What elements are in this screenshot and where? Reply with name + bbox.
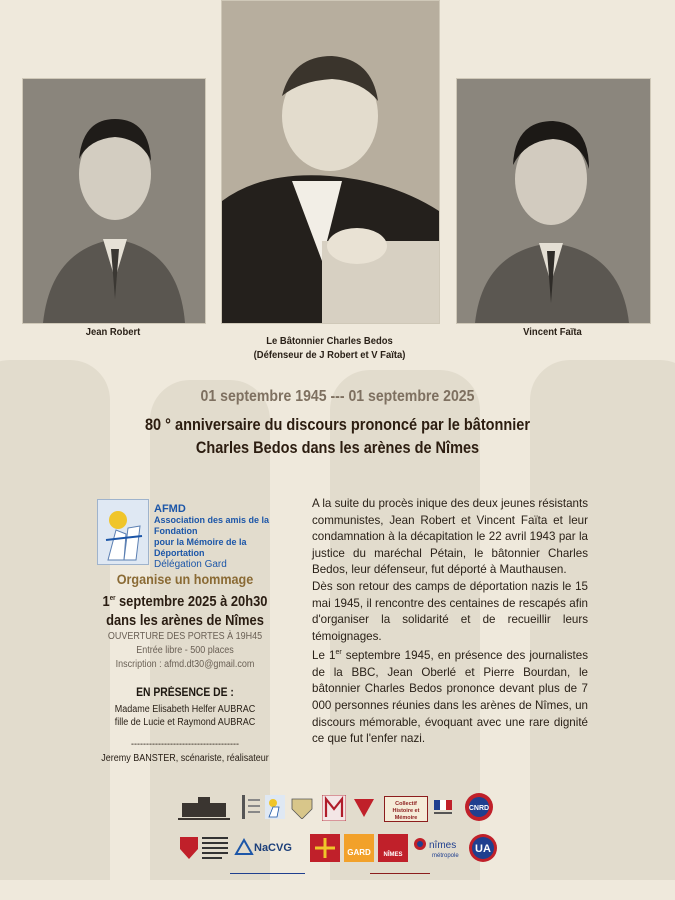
history-paragraph-3 <box>312 645 588 747</box>
anniversary-title <box>41 414 635 460</box>
logo-ua <box>468 833 498 863</box>
afmd-delegation: Délégation Gard <box>154 559 227 570</box>
afmd-name-line-1: Association des amis de la Fondation <box>154 515 270 536</box>
anniversary-dates: 01 septembre 1945 --- 01 septembre 2025 <box>200 388 475 405</box>
logo-fondation-memoire <box>240 793 262 821</box>
event-practical <box>91 630 280 672</box>
logo-resistance <box>290 797 314 819</box>
caption-charles-bedos <box>232 334 427 362</box>
para3-sup: er <box>335 649 342 657</box>
logo-collectif <box>384 796 428 822</box>
portrait-charles-bedos <box>221 0 440 324</box>
event-place: dans les arènes de Nîmes <box>106 612 264 629</box>
title-line-2: Charles Bedos dans les arènes de Nîmes <box>195 439 480 457</box>
portrait-image <box>23 79 205 323</box>
fndirp-icon <box>178 833 230 863</box>
building-icon <box>178 793 230 823</box>
caption-jean-robert: Jean Robert <box>85 326 141 338</box>
nacvg-logo <box>234 836 304 862</box>
m-letter-icon <box>322 795 346 821</box>
logo-fndirp <box>178 833 230 863</box>
logo-afmd-small <box>265 795 285 819</box>
cross-icon <box>310 834 340 862</box>
guest-banster: Jeremy BANSTER, scénariste, réalisateur <box>101 753 269 764</box>
cnrd-badge <box>464 792 494 822</box>
cnrd-label: CNRD <box>468 805 490 812</box>
portrait-image <box>457 79 650 323</box>
guest-aubrac-line-2: fille de Lucie et Raymond AUBRAC <box>114 717 256 728</box>
para3-start: Le 1 <box>312 649 336 663</box>
afmd-logo-icon <box>98 500 148 564</box>
history-paragraph-1: A la suite du procès inique des deux jeunes résistants communistes, Jean Robert et Vincent Faïta et leur condamnation à la décapitation le 22 avril 1943 par la justice du maréchal Pétain, le bâtonnier Charles Bedos, leur défenseur, fut déporté à Mauthausen. <box>312 497 588 577</box>
history-paragraph-2: Dès son retour des camps de déportation nazis le 15 mai 1945, il rencontre des centaines de rescapés afin d'organiser la solidarité et de recueillir leurs témoignages. <box>312 579 588 643</box>
guest-separator: ------------------------------------ <box>131 739 239 750</box>
flag-icon <box>432 796 456 820</box>
history-text <box>312 496 588 748</box>
event-date-sup: er <box>109 595 116 602</box>
caption-line-1: Le Bâtonnier Charles Bedos <box>266 335 393 347</box>
guest-aubrac-line-1: Madame Elisabeth Helfer AUBRAC <box>114 704 256 715</box>
nimes-city-label: NÎMES <box>383 852 403 858</box>
nimes-metropole-logo <box>412 834 470 862</box>
afmd-small-icon <box>265 795 285 819</box>
nimes-metro-label-2: métropole <box>432 853 459 859</box>
foundation-icon <box>240 793 262 821</box>
afmd-logo <box>97 499 149 565</box>
event-date-day: 1 <box>102 593 110 610</box>
shield-icon <box>290 797 314 819</box>
logo-nacvg <box>234 836 304 862</box>
logo-cnrd <box>464 792 494 822</box>
event-inscription: Inscription : afmd.dt30@gmail.com <box>115 659 255 670</box>
logo-triangle <box>352 797 376 819</box>
ua-label: UA <box>475 843 491 855</box>
para3-rest: septembre 1945, en présence des journalistes de la BBC, Jean Oberlé et Pierre Bourdan, le bâtonnier Charles Bedos prononce devant plus de 7 000 personnes réunies dans les arènes de Nîmes, un discours mémorable, évoquant avec une rare dignité ce que fut l'enfer nazi. <box>312 649 588 746</box>
presence-title: EN PRÉSENCE DE : <box>136 687 234 699</box>
divider-line <box>370 873 430 874</box>
portrait-image <box>222 1 439 323</box>
event-doors: OUVERTURE DES PORTES À 19H45 <box>107 631 263 642</box>
ua-badge <box>468 833 498 863</box>
event-date-rest: septembre 2025 à 20h30 <box>115 593 268 610</box>
afmd-identity <box>154 503 294 570</box>
caption-vincent-faita: Vincent Faïta <box>523 326 582 338</box>
portrait-vincent-faita <box>456 78 651 324</box>
event-organise: Organise un hommage <box>116 571 254 587</box>
triangle-icon <box>352 797 376 819</box>
nimes-metro-label-1: nîmes <box>429 840 457 851</box>
logo-musee-resistance <box>322 795 346 821</box>
event-date-place <box>95 589 276 630</box>
divider-line <box>230 873 305 874</box>
guest-aubrac <box>91 703 280 729</box>
afmd-name-line-2: pour la Mémoire de la Déportation <box>154 537 247 558</box>
caption-line-2: (Défenseur de J Robert et V Faïta) <box>253 349 406 361</box>
afmd-acronym: AFMD <box>154 503 186 515</box>
logo-nimes-ville <box>378 834 408 862</box>
title-line-1: 80 ° anniversaire du discours prononcé par le bâtonnier <box>144 416 531 434</box>
portrait-jean-robert <box>22 78 206 324</box>
event-date <box>95 589 276 611</box>
logo-republique <box>432 796 456 820</box>
gard-label: GARD <box>347 848 371 857</box>
logo-gard <box>344 834 374 862</box>
event-entry: Entrée libre - 500 places <box>136 645 234 656</box>
nacvg-label: NaCVG <box>254 842 292 854</box>
logo-occitanie <box>310 834 340 862</box>
collectif-label: Collectif Histoire et Mémoire <box>392 801 420 821</box>
logo-amicale-mauthausen <box>178 793 230 823</box>
logo-nimes-metropole <box>412 834 470 862</box>
